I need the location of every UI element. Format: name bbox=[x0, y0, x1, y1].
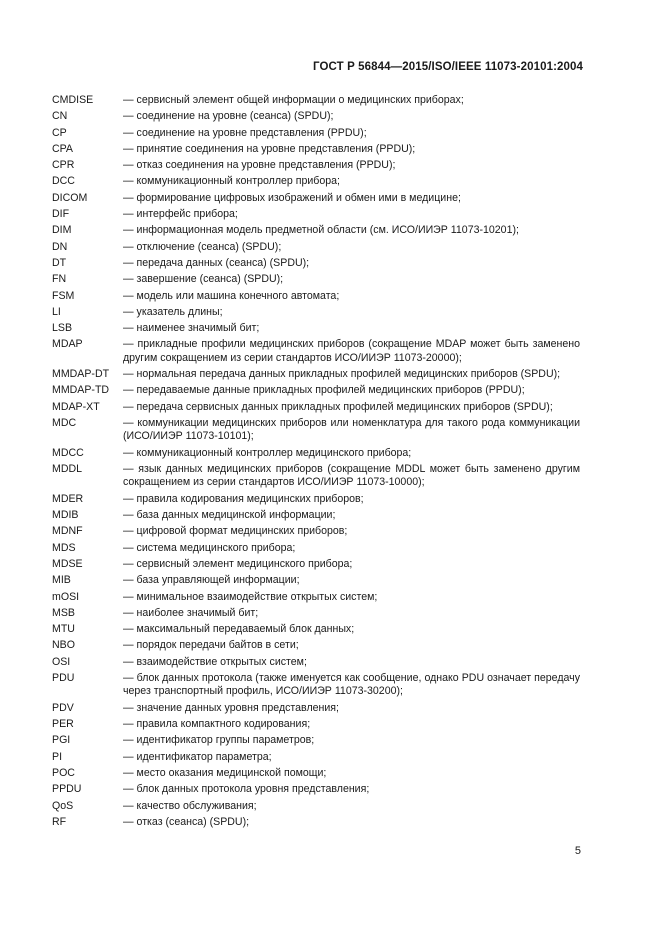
abbreviation-definition: — порядок передачи байтов в сети; bbox=[123, 639, 299, 652]
abbreviation-definition: — наиболее значимый бит; bbox=[123, 606, 259, 619]
abbreviation-definition: — блок данных протокола уровня представления; bbox=[123, 783, 370, 796]
abbreviation-term: FSM bbox=[52, 289, 75, 302]
abbreviation-entry bbox=[52, 751, 580, 767]
abbreviation-definition: — отключение (сеанса) (SPDU); bbox=[123, 240, 282, 253]
abbreviation-definition: — взаимодействие открытых систем; bbox=[123, 655, 307, 668]
abbreviation-list bbox=[52, 94, 580, 832]
abbreviation-term: DIF bbox=[52, 208, 70, 221]
abbreviation-entry bbox=[52, 542, 580, 558]
abbreviation-definition: — интерфейс прибора; bbox=[123, 208, 238, 221]
abbreviation-term: MDCC bbox=[52, 446, 84, 459]
abbreviation-term: LSB bbox=[52, 322, 73, 335]
abbreviation-entry bbox=[52, 509, 580, 525]
abbreviation-definition: — правила кодирования медицинских приборов; bbox=[123, 492, 364, 505]
abbreviation-term: PGI bbox=[52, 734, 71, 747]
abbreviation-term: MDS bbox=[52, 541, 76, 554]
abbreviation-definition: — цифровой формат медицинских приборов; bbox=[123, 525, 348, 538]
abbreviation-definition: — передаваемые данные прикладных профилей медицинских приборов (PPDU); bbox=[123, 384, 525, 397]
abbreviation-entry bbox=[52, 816, 580, 832]
abbreviation-entry bbox=[52, 273, 580, 289]
abbreviation-definition: — идентификатор параметра; bbox=[123, 750, 272, 763]
abbreviation-definition: — идентификатор группы параметров; bbox=[123, 734, 315, 747]
abbreviation-definition: — коммуникационный контроллер медицинского прибора; bbox=[123, 446, 412, 459]
abbreviation-term: QoS bbox=[52, 799, 74, 812]
abbreviation-entry bbox=[52, 783, 580, 799]
abbreviation-definition: — база управляющей информации; bbox=[123, 574, 300, 587]
abbreviation-term: MDER bbox=[52, 492, 84, 505]
abbreviation-term: NBO bbox=[52, 639, 75, 652]
abbreviation-entry bbox=[52, 718, 580, 734]
page-number: 5 bbox=[574, 845, 581, 857]
abbreviation-definition: — отказ соединения на уровне представления (PPDU); bbox=[123, 159, 396, 172]
abbreviation-term: MIB bbox=[52, 574, 71, 587]
abbreviation-definition: — завершение (сеанса) (SPDU); bbox=[123, 273, 284, 286]
abbreviation-entry bbox=[52, 94, 580, 110]
abbreviation-entry bbox=[52, 702, 580, 718]
abbreviation-definition: — система медицинского прибора; bbox=[123, 541, 296, 554]
abbreviation-entry bbox=[52, 639, 580, 655]
abbreviation-entry bbox=[52, 127, 580, 143]
abbreviation-term: PDV bbox=[52, 701, 74, 714]
abbreviation-entry bbox=[52, 208, 580, 224]
abbreviation-term: MDNF bbox=[52, 525, 83, 538]
abbreviation-entry bbox=[52, 224, 580, 240]
abbreviation-term: DIM bbox=[52, 224, 72, 237]
abbreviation-definition: — формирование цифровых изображений и обмен ими в медицине; bbox=[123, 191, 461, 204]
abbreviation-entry bbox=[52, 447, 580, 463]
abbreviation-term: DICOM bbox=[52, 191, 88, 204]
abbreviation-definition: — прикладные профили медицинских приборов (сокращение MDAP может быть заменено другим сокращением из серии стандартов ИСО/ИИЭР 11073-20000); bbox=[123, 338, 580, 364]
abbreviation-entry bbox=[52, 306, 580, 322]
abbreviation-definition: — передача сервисных данных прикладных профилей медицинских приборов (SPDU); bbox=[123, 400, 553, 413]
abbreviation-term: MDSE bbox=[52, 557, 83, 570]
abbreviation-term: MSB bbox=[52, 606, 75, 619]
abbreviation-definition: — база данных медицинской информации; bbox=[123, 509, 336, 522]
abbreviation-definition: — коммуникации медицинских приборов или номенклатура для такого рода коммуникации (ИСО/ИИЭР 11073-10101); bbox=[123, 417, 580, 443]
abbreviation-term: DCC bbox=[52, 175, 75, 188]
abbreviation-definition: — сервисный элемент общей информации о медицинских приборах; bbox=[123, 94, 464, 106]
abbreviation-entry bbox=[52, 525, 580, 541]
abbreviation-definition: — значение данных уровня представления; bbox=[123, 701, 339, 714]
abbreviation-term: POC bbox=[52, 766, 75, 779]
abbreviation-entry bbox=[52, 322, 580, 338]
abbreviation-entry bbox=[52, 159, 580, 175]
abbreviation-entry bbox=[52, 417, 580, 447]
abbreviation-definition: — наименее значимый бит; bbox=[123, 322, 260, 335]
abbreviation-entry bbox=[52, 463, 580, 493]
abbreviation-entry bbox=[52, 241, 580, 257]
abbreviation-entry bbox=[52, 368, 580, 384]
abbreviation-term: DT bbox=[52, 256, 67, 269]
abbreviation-definition: — место оказания медицинской помощи; bbox=[123, 766, 327, 779]
abbreviation-term: MDDL bbox=[52, 463, 83, 476]
abbreviation-term: PI bbox=[52, 750, 63, 763]
abbreviation-entry bbox=[52, 493, 580, 509]
abbreviation-definition: — правила компактного кодирования; bbox=[123, 718, 311, 731]
abbreviation-entry bbox=[52, 623, 580, 639]
abbreviation-term: DN bbox=[52, 240, 68, 253]
abbreviation-definition: — информационная модель предметной области (см. ИСО/ИИЭР 11073-10201); bbox=[123, 224, 519, 237]
abbreviation-term: MDC bbox=[52, 417, 77, 430]
abbreviation-definition: — качество обслуживания; bbox=[123, 799, 257, 812]
document-header: ГОСТ Р 56844—2015/ISO/IEEE 11073-20101:2004 bbox=[313, 61, 583, 73]
abbreviation-term: MDAP-XT bbox=[52, 400, 100, 413]
abbreviation-entry bbox=[52, 338, 580, 368]
abbreviation-term: MDAP bbox=[52, 338, 83, 351]
abbreviation-definition: — нормальная передача данных прикладных профилей медицинских приборов (SPDU); bbox=[123, 368, 561, 381]
abbreviation-term: mOSI bbox=[52, 590, 80, 603]
abbreviation-term: MDIB bbox=[52, 509, 79, 522]
abbreviation-entry bbox=[52, 574, 580, 590]
abbreviation-definition: — язык данных медицинских приборов (сокращение MDDL может быть заменено другим сокращением из серии стандартов ИСО/ИИЭР 11073-10000); bbox=[123, 463, 580, 489]
abbreviation-term: PER bbox=[52, 718, 74, 731]
abbreviation-definition: — соединение на уровне представления (PPDU); bbox=[123, 126, 367, 139]
abbreviation-entry bbox=[52, 672, 580, 702]
abbreviation-entry bbox=[52, 558, 580, 574]
abbreviation-entry bbox=[52, 384, 580, 400]
abbreviation-entry bbox=[52, 401, 580, 417]
abbreviation-entry bbox=[52, 192, 580, 208]
abbreviation-entry bbox=[52, 656, 580, 672]
abbreviation-term: MMDAP-DT bbox=[52, 368, 110, 381]
abbreviation-entry bbox=[52, 110, 580, 126]
abbreviation-entry bbox=[52, 767, 580, 783]
abbreviation-term: RF bbox=[52, 815, 67, 828]
abbreviation-term: CPA bbox=[52, 142, 73, 155]
abbreviation-definition: — коммуникационный контроллер прибора; bbox=[123, 175, 340, 188]
abbreviation-entry bbox=[52, 591, 580, 607]
abbreviation-term: FN bbox=[52, 273, 67, 286]
abbreviation-definition: — минимальное взаимодействие открытых систем; bbox=[123, 590, 378, 603]
abbreviation-entry bbox=[52, 257, 580, 273]
abbreviation-definition: — отказ (сеанса) (SPDU); bbox=[123, 815, 250, 828]
abbreviation-definition: — принятие соединения на уровне представления (PPDU); bbox=[123, 142, 416, 155]
abbreviation-term: MMDAP-TD bbox=[52, 384, 110, 397]
abbreviation-definition: — блок данных протокола (также именуется как сообщение, однако PDU означает передачу через транспортный профиль, ИСО/ИИЭР 11073-30200); bbox=[123, 672, 580, 698]
abbreviation-term: CP bbox=[52, 126, 67, 139]
abbreviation-term: LI bbox=[52, 305, 61, 318]
abbreviation-definition: — модель или машина конечного автомата; bbox=[123, 289, 340, 302]
abbreviation-entry bbox=[52, 734, 580, 750]
abbreviation-definition: — соединение на уровне (сеанса) (SPDU); bbox=[123, 110, 334, 123]
abbreviation-entry bbox=[52, 143, 580, 159]
abbreviation-term: CPR bbox=[52, 159, 75, 172]
abbreviation-term: PPDU bbox=[52, 783, 82, 796]
abbreviation-entry bbox=[52, 800, 580, 816]
abbreviation-definition: — передача данных (сеанса) (SPDU); bbox=[123, 256, 310, 269]
abbreviation-term: PDU bbox=[52, 672, 75, 685]
abbreviation-term: CMDISE bbox=[52, 94, 94, 106]
abbreviation-term: OSI bbox=[52, 655, 71, 668]
abbreviation-definition: — сервисный элемент медицинского прибора; bbox=[123, 557, 353, 570]
abbreviation-entry bbox=[52, 290, 580, 306]
abbreviation-term: MTU bbox=[52, 623, 75, 636]
abbreviation-term: CN bbox=[52, 110, 68, 123]
abbreviation-definition: — максимальный передаваемый блок данных; bbox=[123, 623, 355, 636]
abbreviation-entry bbox=[52, 175, 580, 191]
abbreviation-entry bbox=[52, 607, 580, 623]
abbreviation-definition: — указатель длины; bbox=[123, 305, 223, 318]
